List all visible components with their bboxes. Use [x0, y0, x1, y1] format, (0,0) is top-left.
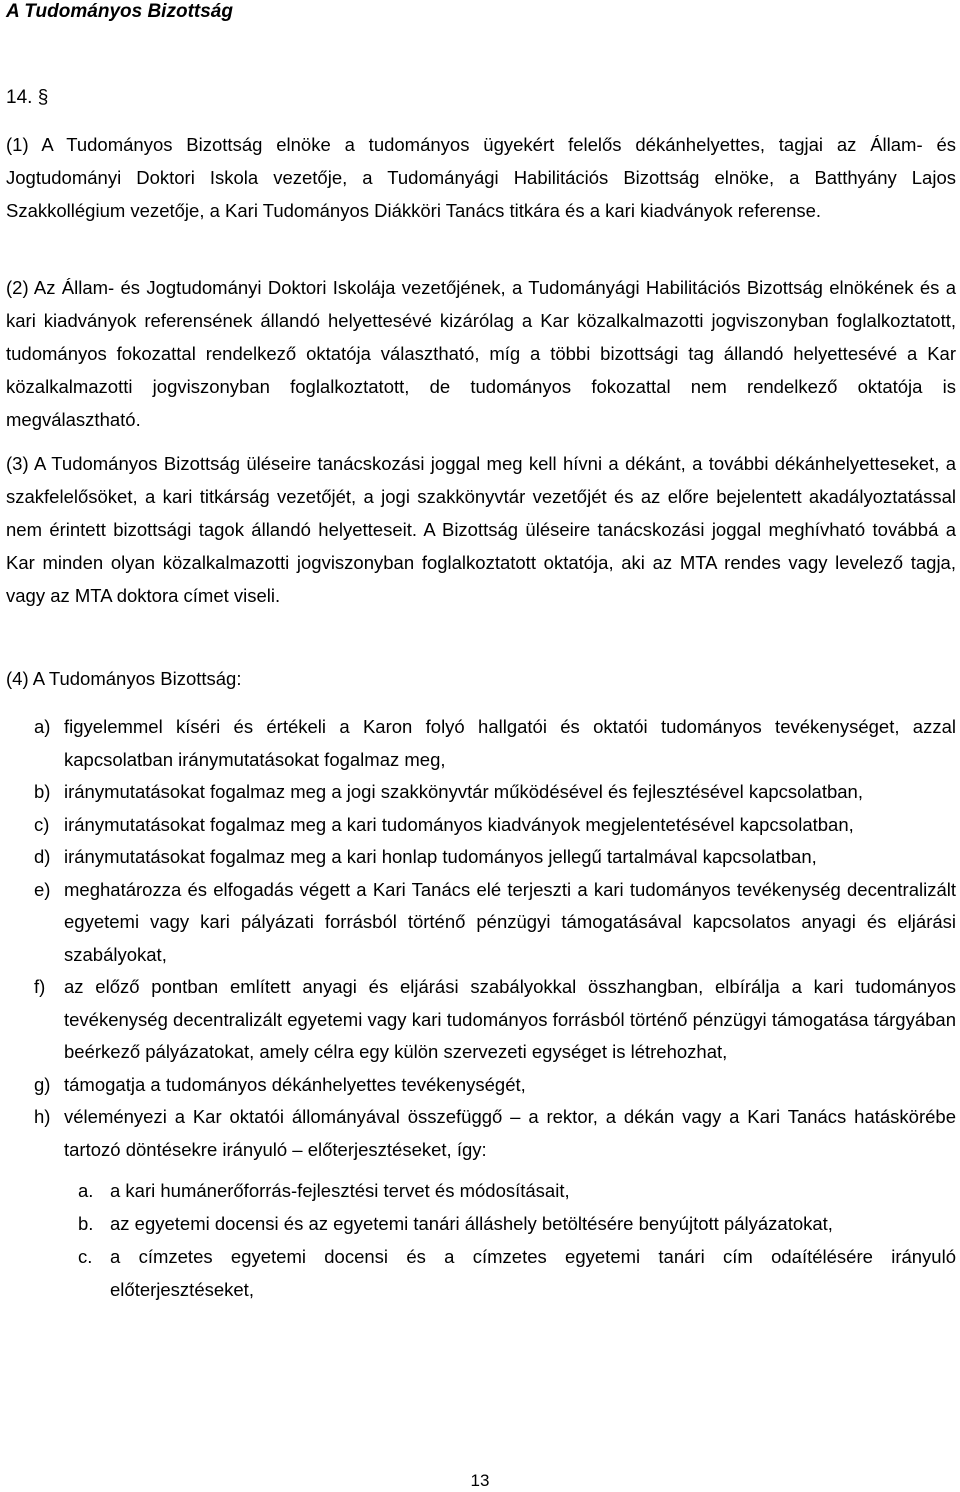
sublist-marker: a. [78, 1180, 94, 1201]
list-item-text: iránymutatásokat fogalmaz meg a kari tudományos kiadványok megjelentetésével kapcsolatban, [64, 813, 854, 835]
running-header: A Tudományos Bizottság [6, 1, 233, 22]
list-marker: e) [34, 878, 51, 900]
paragraph-4-title: (4) A Tudományos Bizottság: [6, 668, 242, 689]
duties-list [6, 711, 956, 1306]
section-number: 14. § [6, 87, 49, 108]
page-number: 13 [470, 1471, 490, 1490]
paragraph-1: (1) A Tudományos Bizottság elnöke a tudományos ügyekért felelős dékánhelyettes, tagjai az Állam- és Jogtudományi Doktori Iskola vezetője, a Tudományági Habilitációs Bizottság elnöke, a Batthyány Lajos Szakkollégium vezetője, a Kari Tudományos Diákköri Tanács titkára és a kari kiadványok referense. [6, 134, 956, 221]
paragraph-2: (2) Az Állam- és Jogtudományi Doktori Iskolája vezetőjének, a Tudományági Habilitációs Bizottság elnökének és a kari kiadványok referensének állandó helyettesévé kizárólag a Kar közalkalmazotti jogviszonyban foglalkoztatott, tudományos fokozattal rendelkező oktatója választható, míg a többi bizottsági tag állandó helyettesévé a Kar közalkalmazotti jogviszonyban foglalkoztatott, de tudományos fokozattal nem rendelkező oktatója is megválasztható. [6, 277, 956, 430]
sublist-item-text: a kari humánerőforrás-fejlesztési tervet és módosításait, [110, 1180, 570, 1201]
sublist-marker: b. [78, 1213, 94, 1234]
list-marker: c) [34, 813, 50, 835]
list-item-text: figyelemmel kíséri és értékeli a Karon folyó hallgatói és oktatói tudományos tevékenységet, azzal kapcsolatban iránymutatásokat fogalmaz meg, [64, 716, 956, 770]
sublist-marker: c. [78, 1246, 93, 1267]
list-marker: g) [34, 1073, 51, 1095]
list-item [6, 1101, 956, 1306]
list-item [6, 711, 956, 776]
list-item [6, 874, 956, 972]
list-marker: b) [34, 781, 51, 802]
list-marker: h) [34, 1106, 51, 1127]
list-item-text: iránymutatásokat fogalmaz meg a kari honlap tudományos jellegű tartalmával kapcsolatban, [64, 846, 817, 867]
list-item [6, 841, 956, 874]
list-item-text: meghatározza és elfogadás végett a Kari Tanács elé terjeszti a kari tudományos tevékenység decentralizált egyetemi vagy kari pályázati forrásból történő pénzügyi támogatásával kapcsolatos anyagi és eljárási szabályokat, [64, 878, 956, 965]
sublist-item-text: a címzetes egyetemi docensi és a címzetes egyetemi tanári cím odaítélésére irányuló előterjesztéseket, [110, 1246, 956, 1300]
proposals-sublist [64, 1174, 956, 1306]
list-item-text: véleményezi a Kar oktatói állományával összefüggő – a rektor, a dékán vagy a Kari Tanács hatáskörébe tartozó döntésekre irányuló – előterjesztéseket, így: [64, 1106, 956, 1160]
sublist-item [64, 1174, 956, 1207]
sublist-item [64, 1240, 956, 1306]
list-marker: f) [34, 976, 46, 997]
list-item-text: az előző pontban említett anyagi és eljárási szabályokkal összhangban, elbírálja a kari tudományos tevékenység decentralizált egyetemi vagy kari tudományos forrásból történő pénzügyi támogatása tárgyában beérkező pályázatokat, amely célra egy külön szervezeti egységet is létrehozhat, [64, 976, 956, 1062]
sublist-item-text: az egyetemi docensi és az egyetemi tanári álláshely betöltésére benyújtott pályázatokat, [110, 1213, 833, 1234]
list-item-text: iránymutatásokat fogalmaz meg a jogi szakkönyvtár működésével és fejlesztésével kapcsolatban, [64, 781, 863, 802]
paragraph-3: (3) A Tudományos Bizottság üléseire tanácskozási joggal meg kell hívni a dékánt, a további dékánhelyetteseket, a szakfelelősöket, a kari titkárság vezetőjét, a jogi szakkönyvtár vezetőjét és az előre bejelentett akadályoztatással nem érintett bizottsági tagok állandó helyetteseit. A Bizottság üléseire tanácskozási joggal meghívható továbbá a Kar minden olyan közalkalmazotti jogviszonyban foglalkoztatott oktatója, aki az MTA rendes vagy levelező tagja, vagy az MTA doktora címet viseli. [6, 453, 956, 606]
list-item-text: támogatja a tudományos dékánhelyettes tevékenységét, [64, 1073, 526, 1095]
list-marker: d) [34, 846, 51, 867]
list-item [6, 1069, 956, 1102]
list-item [6, 776, 956, 809]
sublist-item [64, 1207, 956, 1240]
list-marker: a) [34, 716, 51, 737]
list-item [6, 809, 956, 842]
list-item [6, 971, 956, 1069]
